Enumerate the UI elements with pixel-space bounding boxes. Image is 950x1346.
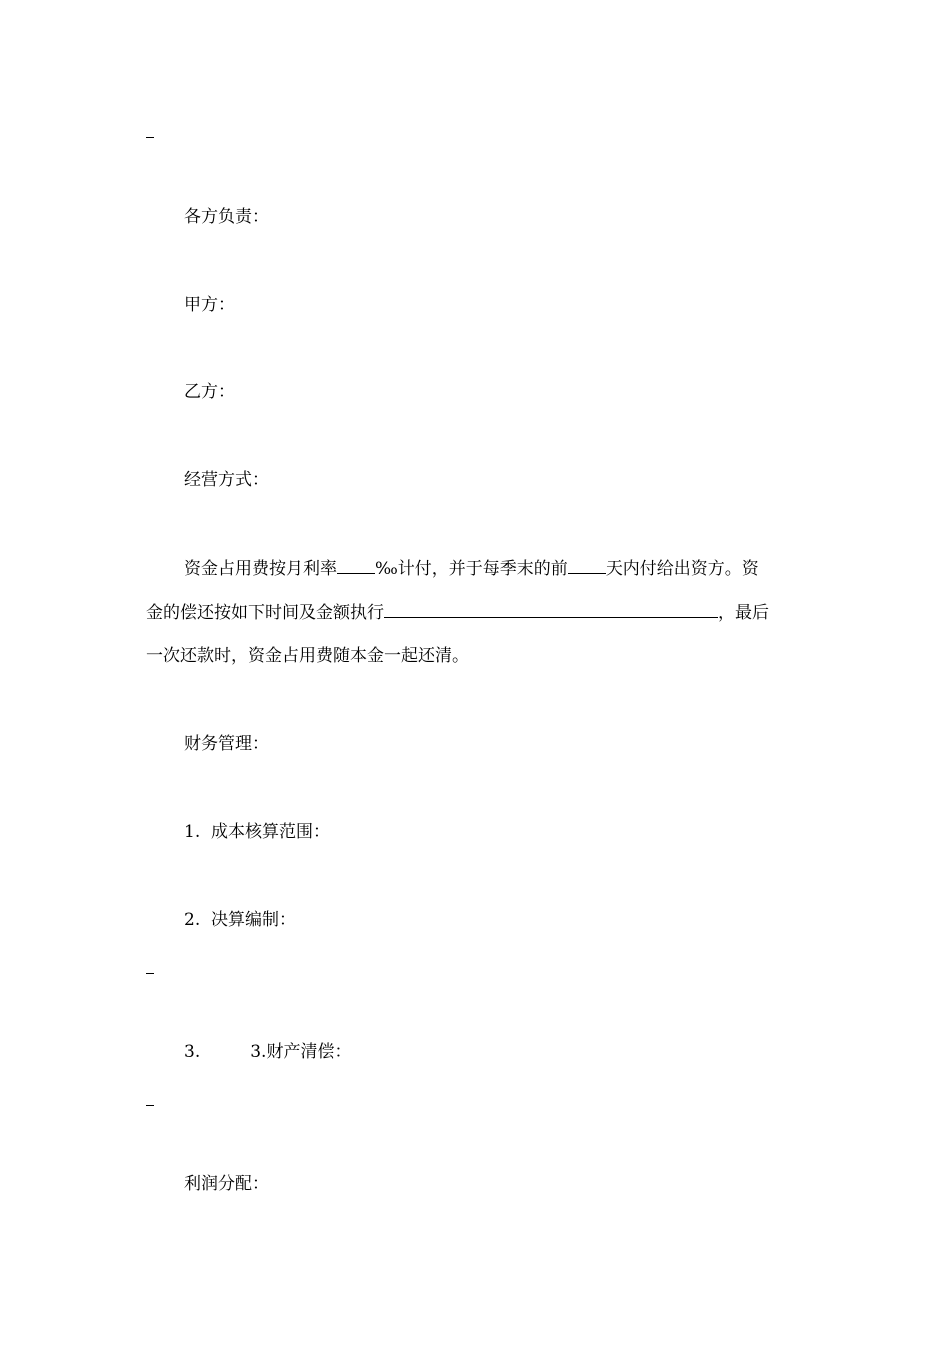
list-item-1 <box>184 821 330 843</box>
heading-party-a: 甲方： <box>184 295 235 315</box>
heading-profit: 利润分配： <box>184 1174 269 1194</box>
list-text-2: 决算编制： <box>211 910 297 930</box>
list-text-3: 3.财产清偿： <box>250 1042 352 1062</box>
list-number-3: 3. <box>184 1042 201 1062</box>
heading-party-b: 乙方： <box>184 382 235 402</box>
list-item-3 <box>184 1041 351 1063</box>
list-number-2: 2. <box>184 910 201 930</box>
list-number-1: 1. <box>184 822 201 842</box>
list-item-2 <box>184 909 296 931</box>
dash-mark <box>146 137 154 138</box>
rate-blank[interactable] <box>337 557 375 574</box>
fee-text-2a: 金的偿还按如下时间及金额执行 <box>146 603 384 623</box>
fee-text-1a: 资金占用费按月利率 <box>184 559 337 579</box>
fee-text-1b: ‰计付，并于每季末的前 <box>375 559 568 579</box>
list-text-1: 成本核算范围： <box>211 822 331 842</box>
fee-paragraph-line-2 <box>146 601 769 624</box>
fee-paragraph-line-3: 一次还款时，资金占用费随本金一起还清。 <box>146 646 469 666</box>
fee-text-1c: 天内付给出资方。资 <box>605 559 759 579</box>
fee-paragraph-line-1 <box>184 557 759 580</box>
fee-text-2b: ，最后 <box>718 603 769 623</box>
dash-mark <box>146 1105 154 1106</box>
repayment-schedule-blank[interactable] <box>384 601 718 618</box>
heading-responsibility: 各方负责： <box>184 207 269 227</box>
heading-finance: 财务管理： <box>184 734 269 754</box>
dash-mark <box>146 973 154 974</box>
days-blank[interactable] <box>568 557 606 574</box>
heading-operation: 经营方式： <box>184 470 269 490</box>
